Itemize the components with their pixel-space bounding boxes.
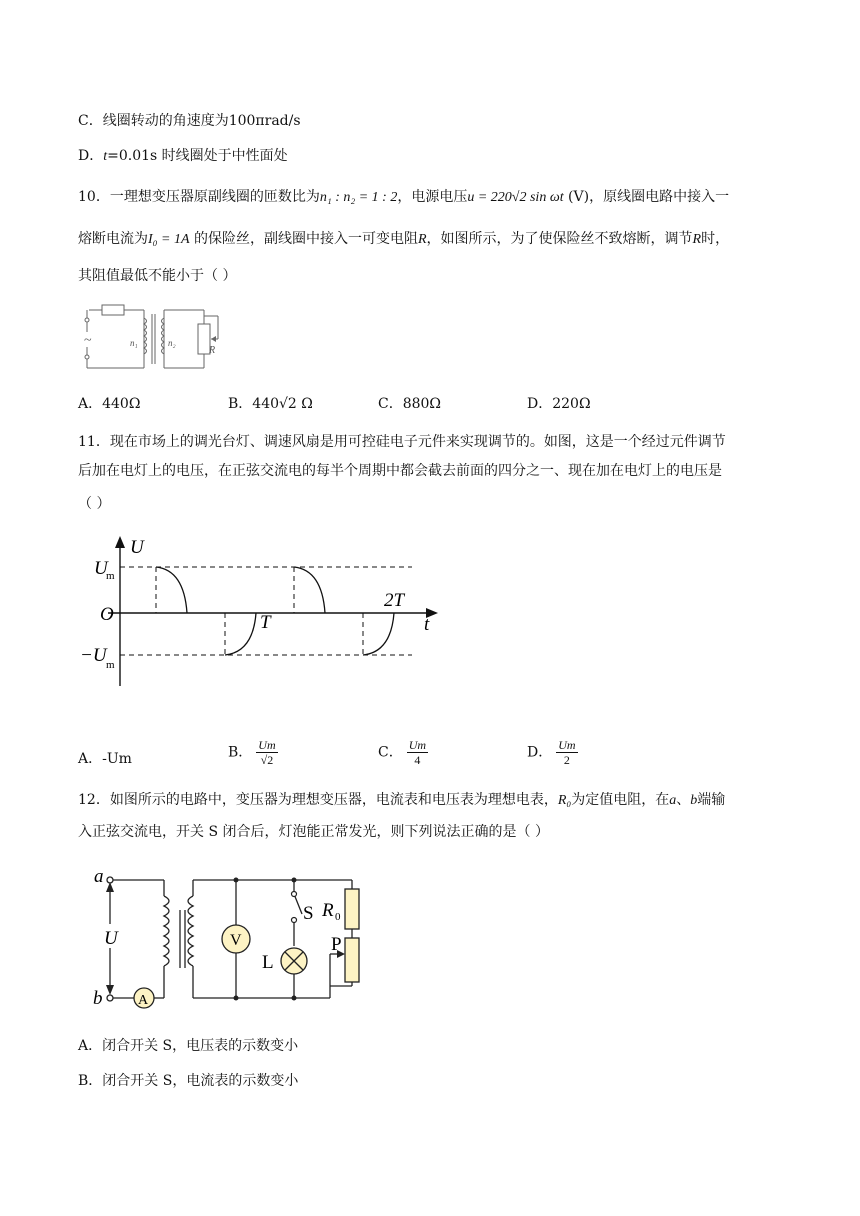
svg-text:a: a <box>94 866 104 887</box>
svg-text:L: L <box>262 952 274 973</box>
q11-option-d: D． $\frac{Um}{2}$ <box>527 738 576 767</box>
q10-stem-line2: 熔断电流为I₀ = 1A 的保险丝，副线圈中接入一可变电阻R，如图所示，为了使保险丝不致熔断，调节R时， <box>78 231 730 247</box>
q11-stem-line1: 11．现在市场上的调光台灯、调速风扇是用可控硅电子元件来实现调节的。如图，这是一个经过元件调节 <box>78 434 726 450</box>
svg-text:n₁: n₁ <box>130 338 138 348</box>
q11-stem-line2: 后加在电灯上的电压，在正弦交流电的每半个周期中都会截去前面的四分之一、现在加在电灯上的电压是 <box>78 463 722 479</box>
q10-stem-line3: 其阻值最低不能小于（ ） <box>78 268 237 284</box>
q10-stem-line1: 10．一理想变压器原副线圈的匝数比为n₁ : n₂ = 1 : 2，电源电压u = 220√2 sin ωt (V)，原线圈电路中接入一 <box>78 189 730 205</box>
svg-text:m: m <box>106 570 115 582</box>
svg-text:−U: −U <box>80 645 107 666</box>
q12-option-b: B．闭合开关 S，电流表的示数变小 <box>78 1073 299 1089</box>
svg-text:S: S <box>303 903 314 924</box>
q9-option-c: C．线圈转动的角速度为100πrad/s <box>78 113 301 129</box>
svg-text:m: m <box>106 659 115 671</box>
q12-stem-line1: 12．如图所示的电路中，变压器为理想变压器，电流表和电压表为理想电表，R₀为定值电阻，在a、b端输 <box>78 792 726 808</box>
ac-source-symbol: ~ <box>84 333 92 348</box>
q11-option-c: C． $\frac{Um}{4}$ <box>378 738 427 767</box>
q11-stem-line3: （ ） <box>78 496 111 512</box>
q9-option-d: D．t=0.01s 时线圈处于中性面处 <box>78 148 288 164</box>
svg-text:U: U <box>130 537 144 558</box>
q12-stem-line2: 入正弦交流电，开关 S 闭合后，灯泡能正常发光，则下列说法正确的是（ ） <box>78 824 549 840</box>
svg-text:U: U <box>104 928 118 949</box>
svg-text:t: t <box>424 614 430 635</box>
q10-option-b: B．440√2 Ω <box>228 396 313 412</box>
q10-option-c: C．880Ω <box>378 396 442 412</box>
q12-option-a: A．闭合开关 S，电压表的示数变小 <box>78 1038 299 1054</box>
svg-text:P: P <box>331 934 342 955</box>
svg-text:A: A <box>138 993 149 1008</box>
q10-transformer-figure <box>80 302 225 374</box>
svg-text:R: R <box>322 900 334 921</box>
svg-text:U: U <box>94 558 108 579</box>
q11-voltage-waveform-figure <box>80 528 450 698</box>
svg-text:R: R <box>209 345 216 356</box>
q10-option-a: A．440Ω <box>78 396 141 412</box>
svg-text:O: O <box>100 604 114 625</box>
svg-text:2T: 2T <box>384 590 405 611</box>
svg-text:0: 0 <box>335 911 341 923</box>
q11-option-b: B． $\frac{Um}{√2}$ <box>228 738 276 767</box>
q12-circuit-figure <box>90 862 380 1010</box>
svg-text:T: T <box>260 612 271 633</box>
q10-option-d: D．220Ω <box>527 396 591 412</box>
svg-text:b: b <box>93 988 103 1009</box>
svg-text:V: V <box>230 932 242 949</box>
q11-option-a: A．-Um <box>78 751 132 767</box>
svg-text:n₂: n₂ <box>168 338 176 348</box>
